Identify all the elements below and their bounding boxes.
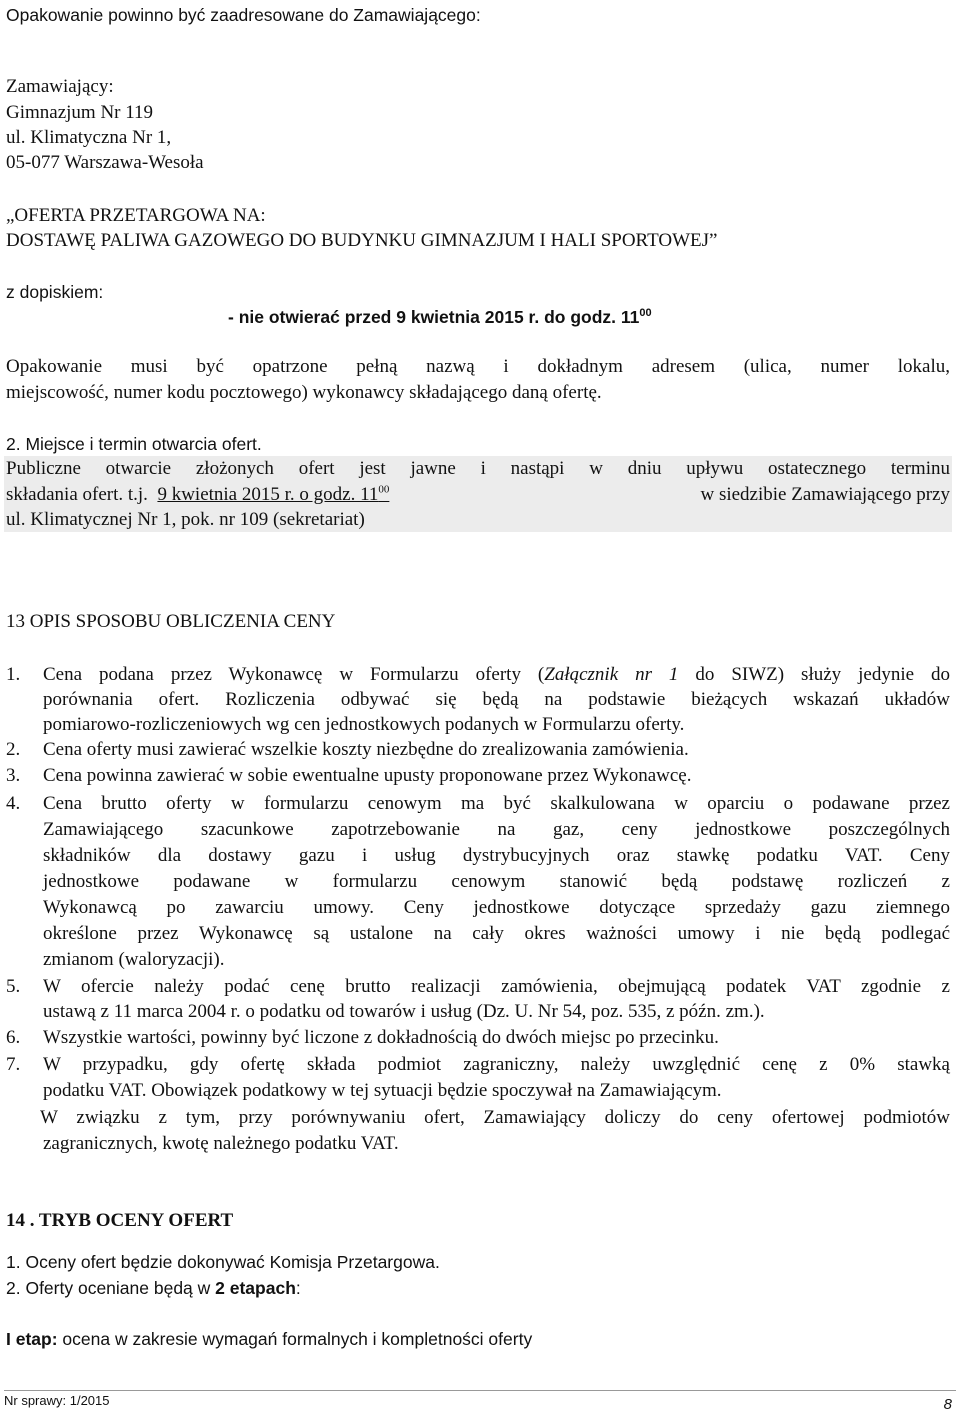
item-4-line-2: Zamawiającego szacunkowe zapotrzebowanie na gaz, ceny jednostkowe poszczególnych	[43, 819, 950, 840]
offer-title: „OFERTA PRZETARGOWA NA:	[6, 205, 266, 226]
item-4-line-7: zmianom (waloryzacji).	[43, 949, 225, 970]
item-number: 7.	[6, 1054, 21, 1075]
note-label: z dopiskiem:	[6, 282, 104, 302]
item-number: 5.	[6, 976, 21, 997]
item-1-line-1: Cena podana przez Wykonawcę w Formularzu oferty (Załącznik nr 1 do SIWZ) służy jedynie do	[43, 664, 950, 685]
item-7-line-1: W przypadku, gdy ofertę składa podmiot zagraniczny, należy uwzględnić cenę z 0% stawką	[43, 1054, 950, 1075]
item-4-line-6: określone przez Wykonawcę są ustalone na cały okres ważności umowy i nie będą podlegać	[43, 923, 950, 944]
item-6-line-1: Wszystkie wartości, powinny być liczone z dokładnością do dwóch miejsc po przecinku.	[43, 1027, 719, 1048]
opening-line-2: składania ofert. t.j. 9 kwietnia 2015 r. o godz. $11^{00}$ w siedzibie Zamawiającego przy	[6, 483, 950, 505]
note-time-sup: 00	[639, 307, 652, 320]
opening-date: 9 kwietnia 2015 r. o godz. $11^{00}$	[157, 483, 390, 505]
note-text: - nie otwierać przed 9 kwietnia 2015 r. do godz. $11^{00}$	[228, 307, 652, 327]
item-5-line-1: W ofercie należy podać cenę brutto realizacji zamówienia, obejmującą podatek VAT zgodnie z	[43, 976, 950, 997]
item-number: 6.	[6, 1027, 21, 1048]
addressee-street: ul. Klimatyczna Nr 1,	[6, 127, 172, 148]
opening-heading: 2. Miejsce i termin otwarcia ofert.	[6, 434, 262, 454]
item-2-line-1: Cena oferty musi zawierać wszelkie koszty niezbędne do zrealizowania zamówienia.	[43, 739, 689, 760]
item-7-line-2: podatku VAT. Obowiązek podatkowy w tej sytuacji będzie spoczywał na Zamawiającym.	[43, 1080, 722, 1101]
item-4-line-5: Wykonawcą po zawarciu umowy. Ceny jednostkowe dotyczące sprzedaży gazu ziemnego	[43, 897, 950, 918]
packaging-line-1: Opakowanie musi być opatrzone pełną nazwą i dokładnym adresem (ulica, numer lokalu,	[6, 356, 950, 377]
section-13-heading: 13 OPIS SPOSOBU OBLICZENIA CENY	[6, 611, 336, 632]
item-3-line-1: Cena powinna zawierać w sobie ewentualne upusty proponowane przez Wykonawcę.	[43, 765, 692, 786]
case-number: Nr sprawy: 1/2015	[4, 1393, 110, 1408]
opening-line-3: ul. Klimatycznej Nr 1, pok. nr 109 (sekretariat)	[6, 509, 365, 530]
page-number: 8	[943, 1396, 952, 1413]
item-number: 1.	[6, 664, 21, 685]
addressee-city: 05-077 Warszawa-Wesoła	[6, 152, 204, 173]
item-1-line-3: pomiarowo-rozliczeniowych wg cen jednostkowych podanych w Formularzu oferty.	[43, 714, 685, 735]
item-5-line-2: ustawą z 11 marca 2004 r. o podatku od towarów i usług (Dz. U. Nr 54, poz. 535, z późn. zm.).	[43, 1001, 765, 1022]
section-14-item-2: 2. Oferty oceniane będą w 2 etapach:	[6, 1278, 301, 1298]
item-4-line-4: jednostkowe podawane w formularzu cenowym stanowić będą podstawę rozliczeń z	[43, 871, 950, 892]
footer-divider	[4, 1390, 956, 1391]
item-number: 2.	[6, 739, 21, 760]
stage-one: I etap: ocena w zakresie wymagań formalnych i kompletności oferty	[6, 1329, 533, 1349]
item-4-line-3: składników dla dostawy gazu i usług dystrybucyjnych oraz stawkę podatku VAT. Ceny	[43, 845, 950, 866]
item-number: 3.	[6, 765, 21, 786]
offer-subject: DOSTAWĘ PALIWA GAZOWEGO DO BUDYNKU GIMNAZJUM I HALI SPORTOWEJ”	[6, 230, 718, 251]
item-4-line-1: Cena brutto oferty w formularzu cenowym ma być skalkulowana w oparciu o podawane przez	[43, 793, 950, 814]
item-1-line-2: porównania ofert. Rozliczenia odbywać się będą na podstawie bieżących wskazań układów	[43, 689, 950, 710]
opening-line-1: Publiczne otwarcie złożonych ofert jest jawne i nastąpi w dniu upływu ostatecznego terminu	[6, 458, 950, 479]
addressee-name: Gimnazjum Nr 119	[6, 102, 154, 123]
intro-text: Opakowanie powinno być zaadresowane do Zamawiającego:	[6, 5, 481, 25]
item-7-line-4: zagranicznych, kwotę należnego podatku VAT.	[43, 1133, 399, 1154]
item-7-line-3: W związku z tym, przy porównywaniu ofert, Zamawiający doliczy do ceny ofertowej podmiotów	[40, 1107, 950, 1128]
item-number: 4.	[6, 793, 21, 814]
section-14-heading: 14 . TRYB OCENY OFERT	[6, 1210, 234, 1231]
addressee-label: Zamawiający:	[6, 76, 114, 97]
section-14-item-1: 1. Oceny ofert będzie dokonywać Komisja Przetargowa.	[6, 1252, 440, 1272]
packaging-line-2: miejscowość, numer kodu pocztowego) wykonawcy składającego daną ofertę.	[6, 382, 602, 403]
